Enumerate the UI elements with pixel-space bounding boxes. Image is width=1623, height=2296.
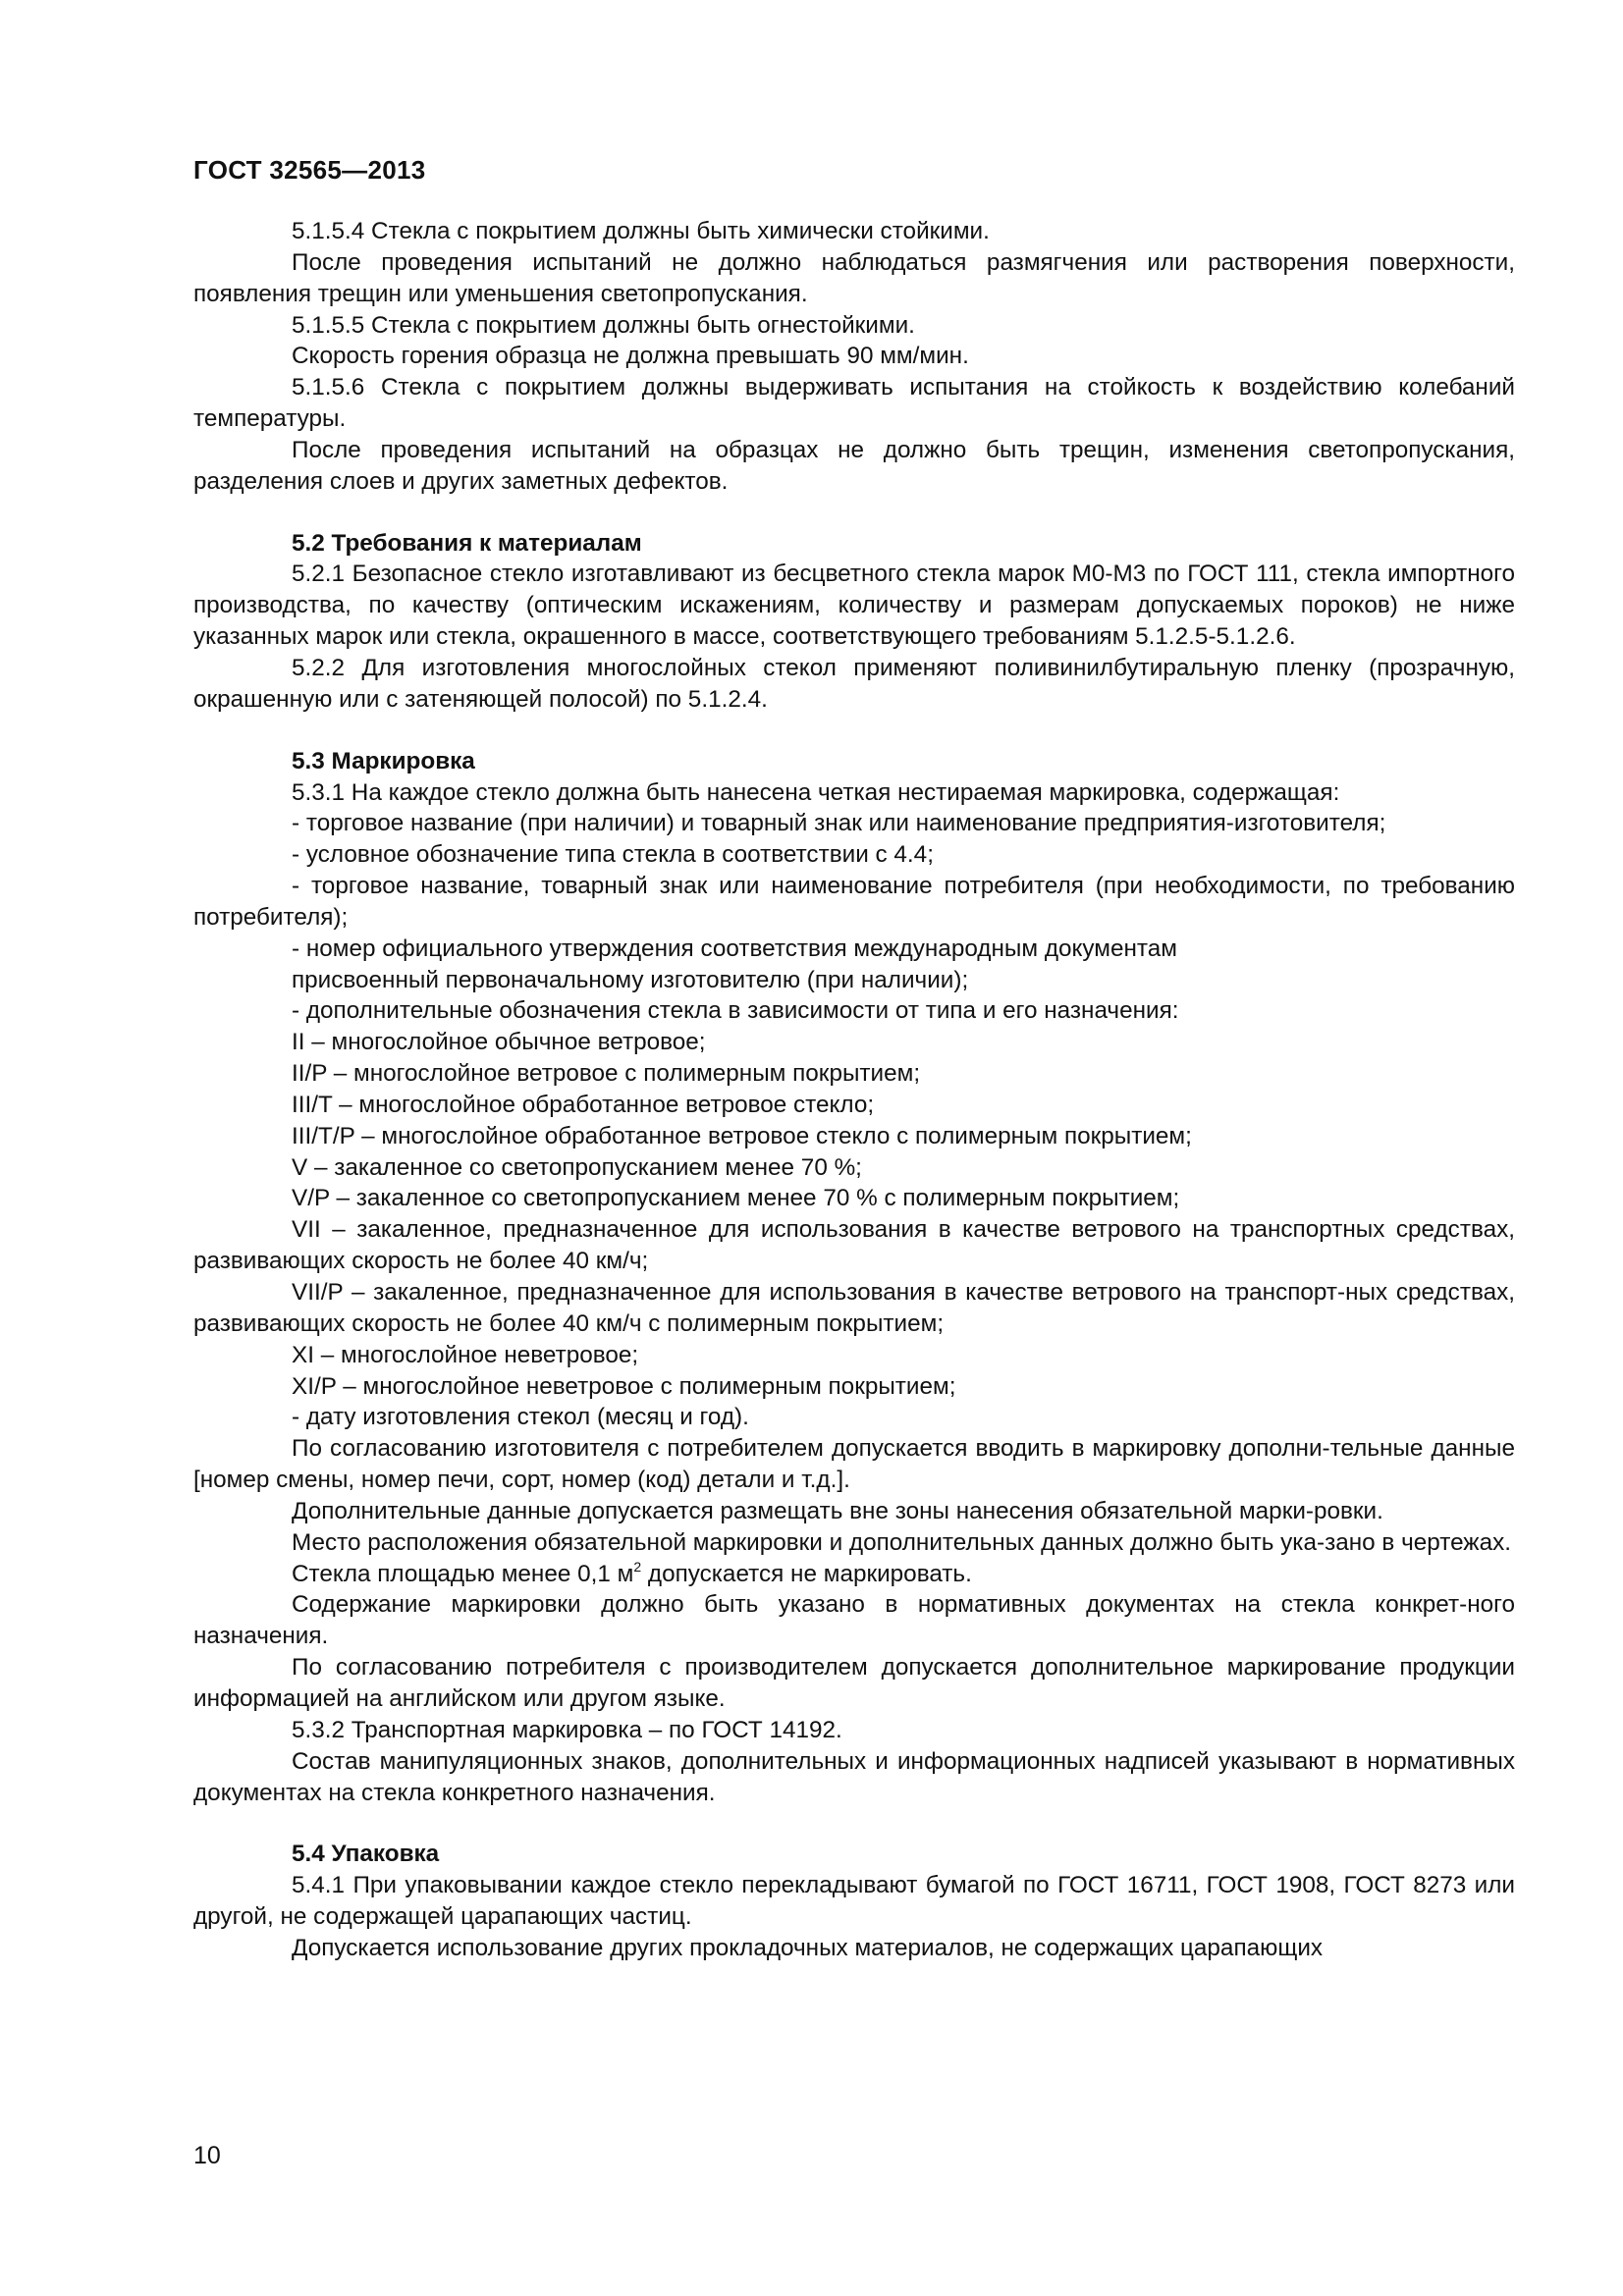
area-text: Стекла площадью менее 0,1 м bbox=[292, 1560, 634, 1587]
designation-item: II – многослойное обычное ветровое; bbox=[292, 1029, 706, 1056]
list-item: - номер официального утверждения соответствия международным документам bbox=[292, 934, 1177, 962]
paragraph: По согласованию потребителя с производителем допускается дополнительное маркирование продукции информацией на английском или другом языке. bbox=[193, 1654, 1515, 1712]
paragraph bbox=[193, 1559, 1515, 1590]
paragraph: Место расположения обязательной маркировки и дополнительных данных должно быть ука-зано в чертежах. bbox=[292, 1528, 1511, 1556]
area-text-tail: допускается не маркировать. bbox=[641, 1560, 972, 1587]
designation-item: XI/P – многослойное неветровое с полимерным покрытием; bbox=[292, 1372, 956, 1400]
paragraph: После проведения испытаний не должно наблюдаться размягчения или растворения поверхности, появления трещин или уменьшения светопропускания. bbox=[193, 248, 1515, 307]
page-number: 10 bbox=[193, 2142, 221, 2169]
paragraph: 5.3.1 На каждое стекло должна быть нанесена четкая нестираемая маркировка, содержащая: bbox=[292, 778, 1340, 806]
paragraph: Скорость горения образца не должна превышать 90 мм/мин. bbox=[292, 343, 969, 370]
designation-item: VII/P – закаленное, предназначенное для использования в качестве ветрового на транспорт-ных средствах, развивающих скорость не более 40 км/ч с полимерным покрытием; bbox=[193, 1279, 1515, 1337]
paragraph: Допускается использование других прокладочных материалов, не содержащих царапающих bbox=[292, 1934, 1324, 1961]
designation-item: VII – закаленное, предназначенное для использования в качестве ветрового на транспортных средствах, развивающих скорость не более 40 км/ч; bbox=[193, 1216, 1515, 1275]
section-heading-5-2: 5.2 Требования к материалам bbox=[292, 529, 642, 557]
designation-item: III/T/P – многослойное обработанное ветровое стекло с полимерным покрытием; bbox=[292, 1122, 1192, 1149]
paragraph: Дополнительные данные допускается размещать вне зоны нанесения обязательной марки-ровки. bbox=[292, 1497, 1383, 1524]
designation-item: XI – многослойное неветровое; bbox=[292, 1341, 639, 1368]
list-item: - торговое название (при наличии) и товарный знак или наименование предприятия-изготовителя; bbox=[292, 810, 1386, 837]
designation-item: V/P – закаленное со светопропусканием менее 70 % с полимерным покрытием; bbox=[292, 1185, 1180, 1212]
paragraph: Состав манипуляционных знаков, дополнительных и информационных надписей указывают в нормативных документах на стекла конкретного назначения. bbox=[193, 1747, 1515, 1806]
document-body bbox=[193, 216, 1515, 1964]
designation-item: V – закаленное со светопропусканием менее 70 %; bbox=[292, 1153, 862, 1181]
paragraph: 5.2.2 Для изготовления многослойных стекол применяют поливинилбутиральную пленку (прозрачную, окрашенную или с затеняющей полосой) по 5.1.2.4. bbox=[193, 654, 1515, 713]
list-item: - дату изготовления стекол (месяц и год). bbox=[292, 1404, 749, 1431]
paragraph: Содержание маркировки должно быть указано в нормативных документах на стекла конкрет-ного назначения. bbox=[193, 1591, 1515, 1650]
list-item: - торговое название, товарный знак или наименование потребителя (при необходимости, по требованию потребителя); bbox=[193, 873, 1515, 931]
paragraph: 5.3.2 Транспортная маркировка – по ГОСТ 14192. bbox=[292, 1716, 842, 1743]
designation-item: III/T – многослойное обработанное ветровое стекло; bbox=[292, 1091, 875, 1118]
section-heading-5-4: 5.4 Упаковка bbox=[292, 1841, 440, 1868]
paragraph: После проведения испытаний на образцах не должно быть трещин, изменения светопропускания, разделения слоев и других заметных дефектов. bbox=[193, 436, 1515, 495]
list-item: - дополнительные обозначения стекла в зависимости от типа и его назначения: bbox=[292, 997, 1179, 1025]
paragraph: 5.1.5.4 Стекла с покрытием должны быть химически стойкими. bbox=[292, 218, 990, 244]
section-heading-5-3: 5.3 Маркировка bbox=[292, 747, 475, 774]
paragraph: По согласованию изготовителя с потребителем допускается вводить в маркировку дополни-тельные данные [номер смены, номер печи, сорт, номер (код) детали и т.д.]. bbox=[193, 1435, 1515, 1494]
designation-item: II/P – многослойное ветровое с полимерным покрытием; bbox=[292, 1060, 921, 1088]
list-item: - условное обозначение типа стекла в соответствии с 4.4; bbox=[292, 841, 934, 869]
document-header: ГОСТ 32565—2013 bbox=[193, 155, 426, 185]
paragraph: 5.4.1 При упаковывании каждое стекло перекладывают бумагой по ГОСТ 16711, ГОСТ 1908, ГОСТ 8273 или другой, не содержащей царапающих частиц. bbox=[193, 1872, 1515, 1931]
superscript: 2 bbox=[633, 1558, 642, 1575]
list-item-continuation: присвоенный первоначальному изготовителю (при наличии); bbox=[292, 966, 969, 993]
paragraph: 5.2.1 Безопасное стекло изготавливают из бесцветного стекла марок М0-М3 по ГОСТ 111, стекла импортного производства, по качеству (оптическим искажениям, количеству и размерам допускаемых пороков) не ниже указанных марок или стекла, окрашенного в массе, соответствующего требованиям 5.1.2.5-5.1.2.6. bbox=[193, 561, 1515, 651]
paragraph: 5.1.5.5 Стекла с покрытием должны быть огнестойкими. bbox=[292, 311, 915, 339]
paragraph: 5.1.5.6 Стекла с покрытием должны выдерживать испытания на стойкость к воздействию колебаний температуры. bbox=[193, 374, 1515, 433]
